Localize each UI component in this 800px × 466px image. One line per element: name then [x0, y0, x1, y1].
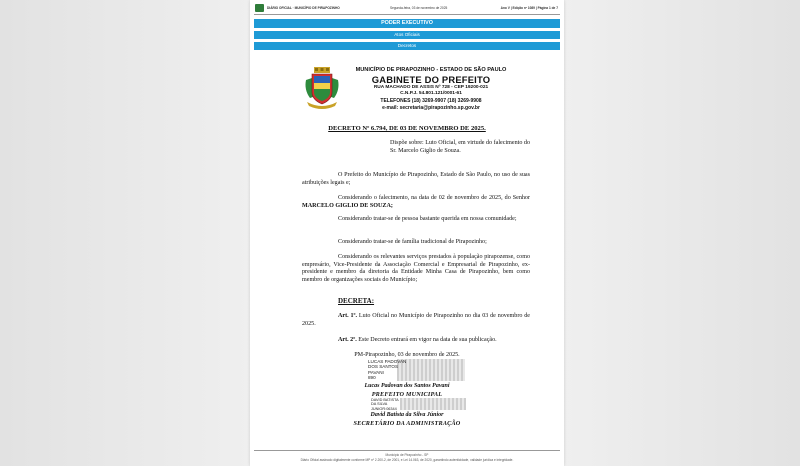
signature-1-line: 890	[368, 375, 376, 381]
signature-2-line: DAVID BATISTA	[371, 398, 399, 402]
digital-signature-stamp-2	[400, 398, 466, 410]
article-1	[302, 313, 530, 328]
footer-line-1: Município de Pirapozinho - SP	[385, 453, 429, 457]
gazette-logo-icon	[255, 4, 264, 12]
signature-2-role: SECRETÁRIO DA ADMINISTRAÇÃO	[353, 420, 461, 427]
letterhead-phones: TELEFONES (18) 3269-9907 (18) 3269-9908	[380, 98, 482, 104]
article-2-text: Este Decreto entrará em vigor na data de sua publicação.	[358, 337, 497, 343]
signature-1-line: DOS SANTOS	[368, 364, 399, 370]
letterhead	[346, 67, 516, 111]
signature-1-role: PREFEITO MUNICIPAL	[371, 391, 443, 398]
letterhead-cnpj: C.N.P.J. 54.801.121/0001-61	[400, 91, 462, 96]
article-1-label: Art. 1º.	[338, 313, 358, 319]
signature-1-line: LUCAS PADOVAN	[368, 359, 407, 364]
signature-2-block	[371, 398, 399, 411]
paragraph-querida	[302, 216, 530, 224]
article-1-text: Luto Oficial no Município de Pirapozinho no dia 03 de novembro de 2025.	[302, 313, 531, 327]
paragraph-servicos	[302, 254, 530, 284]
deceased-name: MARCELO GIGLIO DE SOUZA;	[302, 202, 393, 209]
decree-title: DECRETO Nº 6.794, DE 03 DE NOVEMBRO DE 2025.	[328, 125, 486, 132]
section-bar-poder: PODER EXECUTIVO	[254, 19, 560, 28]
section-bar-decretos: Decretos	[254, 42, 560, 50]
header-left: DIÁRIO OFICIAL · MUNICÍPIO DE PIRAPOZINHO	[267, 6, 340, 10]
paragraph-familia	[302, 239, 530, 247]
signature-2-line: DA SILVA	[371, 402, 388, 407]
paragraph-prefeito	[302, 172, 530, 187]
letterhead-email: e-mail: secretaria@pirapozinho.sp.gov.br	[382, 104, 480, 111]
paragraph-falecimento	[302, 195, 530, 210]
header-divider	[254, 14, 560, 15]
article-2	[302, 337, 530, 345]
background-right	[564, 0, 800, 466]
signature-1-name: Lucas Padovan dos Santos Pavani	[364, 383, 450, 389]
section-bar-atos: Atos Oficiais	[254, 31, 560, 39]
paragraph-prefeito-text: O Prefeito do Município de Pirapozinho, Estado de São Paulo, no uso de suas atribuições legais e;	[302, 172, 530, 186]
place-date: PM-Pirapozinho, 03 de novembro de 2025.	[354, 352, 460, 358]
letterhead-address: RUA MACHADO DE ASSIS Nº 728 - CEP 19200-021	[373, 85, 489, 90]
letterhead-municipality: MUNICÍPIO DE PIRAPOZINHO - ESTADO DE SÃO PAULO	[355, 67, 507, 73]
document-page	[250, 0, 564, 466]
footer-divider	[254, 450, 560, 451]
paragraph-querida-text: Considerando tratar-se de pessoa bastante querida em nossa comunidade;	[338, 216, 517, 222]
paragraph-servicos-text: Considerando os relevantes serviços prestados à população pirapozense, como empresário, Vice-Presidente da Associação Comercial e Empresarial de Pirapozinho, ex-presidente e membro da diretoria da Entidade Minha Casa de Pirapozinho, bem como membro de organizações sociais do Município;	[302, 254, 530, 283]
paragraph-falecimento-text: Considerando o falecimento, na data de 02 de novembro de 2025, do Senhor	[338, 195, 530, 201]
gazette-header	[250, 3, 564, 13]
decree-ementa: Dispõe sobre: Luto Oficial, em virtude do falecimento do Sr. Marcelo Giglio de Souza.	[390, 140, 530, 154]
signature-2-name: David Batista da Silva Júnior	[370, 412, 444, 418]
signature-2-line: JUNIOR:06344	[371, 406, 397, 411]
letterhead-cabinet: GABINETE DO PREFEITO	[371, 74, 491, 85]
decreta-heading: DECRETA:	[338, 297, 375, 305]
background-left	[0, 0, 250, 466]
digital-signature-stamp-1	[397, 359, 465, 381]
municipal-crest-icon	[302, 66, 342, 110]
footer-line-2: Diário Oficial assinado digitalmente conforme MP nº 2.200-2, de 2001, e Lei 14.063, de 2020, garantindo autenticidade, validade jurídica e integridade.	[300, 458, 514, 462]
paragraph-familia-text: Considerando tratar-se de família tradicional de Pirapozinho;	[338, 239, 487, 245]
header-date: Segunda-feira, 03 de novembro de 2025	[390, 6, 448, 10]
signature-1-line: PAVANI	[368, 369, 384, 375]
header-edition: Ano V | Edição nº 1089 | Página 1 de 7	[500, 6, 558, 10]
signature-1-block	[368, 359, 406, 381]
article-2-label: Art. 2º.	[338, 337, 357, 343]
